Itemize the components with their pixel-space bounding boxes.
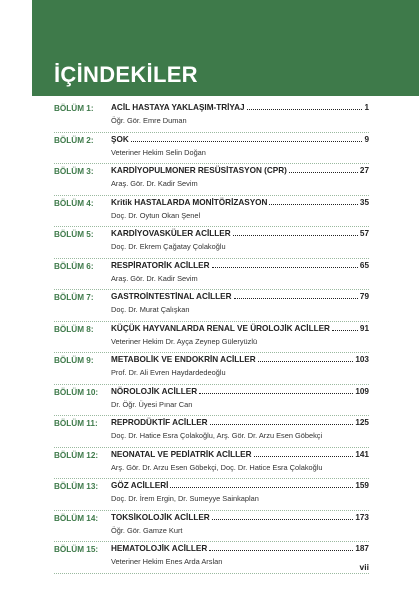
chapter-title-row	[111, 166, 369, 175]
chapter-number: BÖLÜM 5:	[54, 230, 94, 239]
dot-leader	[254, 456, 354, 457]
dot-leader	[234, 298, 358, 299]
header-banner	[32, 0, 419, 96]
chapter-page: 187	[355, 544, 369, 553]
chapter-title: HEMATOLOJİK ACİLLER	[111, 544, 208, 553]
toc-entry[interactable]	[0, 416, 419, 448]
chapter-title-row	[111, 135, 369, 144]
chapter-title: KÜÇÜK HAYVANLARDA RENAL VE ÜROLOJİK ACİLLER	[111, 323, 330, 333]
chapter-number: BÖLÜM 7:	[54, 293, 94, 302]
chapter-number: BÖLÜM 14:	[54, 513, 99, 523]
dot-leader	[247, 109, 363, 110]
chapter-title-row	[111, 198, 369, 207]
toc-entry[interactable]	[0, 385, 419, 417]
chapter-page: 65	[359, 260, 369, 270]
chapter-number: BÖLÜM 6:	[54, 261, 94, 271]
dot-leader	[199, 393, 353, 394]
chapter-title-row	[111, 324, 369, 333]
chapter-author: Veteriner Hekim Enes Arda Arslan	[111, 557, 223, 566]
chapter-title: RESPİRATORİK ACİLLER	[111, 260, 210, 270]
chapter-number: BÖLÜM 12:	[54, 450, 99, 460]
chapter-author: Prof. Dr. Ali Evren Haydardedeoğlu	[111, 368, 226, 377]
chapter-page: 103	[355, 355, 369, 364]
chapter-author: Öğr. Gör. Emre Duman	[111, 116, 187, 125]
chapter-page: 1	[364, 103, 369, 112]
chapter-page: 159	[355, 481, 369, 490]
chapter-author: Araş. Gör. Dr. Kadir Sevim	[111, 179, 198, 188]
toc-entry[interactable]	[0, 322, 419, 354]
chapter-title-row	[111, 513, 369, 522]
entry-divider	[54, 573, 369, 574]
chapter-number: BÖLÜM 15:	[54, 545, 99, 554]
page-title: İÇİNDEKİLER	[54, 62, 198, 87]
chapter-title: Kritik HASTALARDA MONİTÖRİZASYON	[111, 197, 268, 207]
dot-leader	[212, 267, 358, 268]
chapter-title: TOKSİKOLOJİK ACİLLER	[111, 512, 210, 522]
chapter-author: Doç. Dr. Murat Çalışkan	[111, 305, 190, 314]
toc-entry[interactable]	[0, 196, 419, 228]
chapter-page: 141	[355, 449, 369, 459]
toc-entry[interactable]	[0, 259, 419, 291]
chapter-title: METABOLİK VE ENDOKRİN ACİLLER	[111, 355, 256, 364]
dot-leader	[212, 519, 354, 520]
chapter-title-row	[111, 292, 369, 301]
chapter-title-row	[111, 481, 369, 490]
chapter-title: KARDİYOPULMONER RESÜSİTASYON (CPR)	[111, 166, 287, 175]
chapter-page: 91	[359, 323, 369, 333]
chapter-title-row	[111, 387, 369, 396]
chapter-title: NEONATAL VE PEDİATRİK ACİLLER	[111, 449, 252, 459]
page-number: vii	[359, 562, 369, 572]
chapter-author: Doç. Dr. İrem Ergin, Dr. Sumeyye Sainkaplan	[111, 494, 259, 503]
chapter-number: BÖLÜM 4:	[54, 198, 94, 208]
chapter-title: ŞOK	[111, 134, 129, 144]
toc-entry[interactable]	[0, 164, 419, 196]
toc-entry[interactable]	[0, 353, 419, 385]
chapter-number: BÖLÜM 2:	[54, 135, 94, 145]
chapter-author: Doç. Dr. Hatice Esra Çolakoğlu, Arş. Gör. Dr. Arzu Esen Göbekçi	[111, 431, 323, 440]
dot-leader	[131, 141, 363, 142]
chapter-page: 173	[355, 512, 369, 522]
chapter-page: 125	[355, 418, 369, 427]
chapter-page: 35	[359, 197, 369, 207]
chapter-title-row	[111, 450, 369, 459]
chapter-title: REPRODÜKTİF ACİLLER	[111, 418, 208, 427]
toc-entry[interactable]	[0, 448, 419, 480]
chapter-author: Araş. Gör. Dr. Kadir Sevim	[111, 273, 198, 283]
chapter-title-row	[111, 418, 369, 427]
toc-entry[interactable]	[0, 479, 419, 511]
toc-entry[interactable]	[0, 101, 419, 133]
toc-entry[interactable]	[0, 542, 419, 574]
chapter-page: 9	[364, 134, 369, 144]
chapter-page: 79	[359, 292, 369, 301]
chapter-title-row	[111, 261, 369, 270]
dot-leader	[233, 235, 358, 236]
chapter-title: NÖROLOJİK ACİLLER	[111, 386, 198, 396]
chapter-number: BÖLÜM 13:	[54, 482, 99, 491]
chapter-author: Doç. Dr. Oytun Okan Şenel	[111, 210, 201, 220]
toc-entry[interactable]	[0, 290, 419, 322]
dot-leader	[332, 330, 358, 331]
chapter-title: ACİL HASTAYA YAKLAŞIM-TRİYAJ	[111, 103, 245, 112]
chapter-title: GASTROİNTESTİNAL ACİLLER	[111, 292, 232, 301]
dot-leader	[269, 204, 357, 205]
toc-entry[interactable]	[0, 133, 419, 165]
chapter-title-row	[111, 229, 369, 238]
toc-entry[interactable]	[0, 511, 419, 543]
chapter-title-row	[111, 355, 369, 364]
chapter-author: Dr. Öğr. Üyesi Pınar Can	[111, 399, 193, 409]
chapter-number: BÖLÜM 10:	[54, 387, 99, 397]
table-of-contents	[0, 101, 419, 574]
chapter-number: BÖLÜM 1:	[54, 104, 94, 113]
chapter-author: Öğr. Gör. Gamze Kurt	[111, 525, 183, 535]
dot-leader	[209, 550, 353, 551]
chapter-number: BÖLÜM 9:	[54, 356, 94, 365]
chapter-page: 27	[359, 166, 369, 175]
chapter-author: Veteriner Hekim Selin Doğan	[111, 147, 206, 157]
dot-leader	[258, 361, 354, 362]
chapter-title-row	[111, 103, 369, 112]
chapter-number: BÖLÜM 11:	[54, 419, 98, 428]
chapter-title: KARDİYOVASKÜLER ACİLLER	[111, 229, 231, 238]
chapter-page: 109	[355, 386, 369, 396]
chapter-page: 57	[359, 229, 369, 238]
chapter-author: Doç. Dr. Ekrem Çağatay Çolakoğlu	[111, 242, 226, 251]
chapter-author: Veteriner Hekim Dr. Ayça Zeynep Güleryüzlü	[111, 336, 258, 346]
dot-leader	[170, 487, 353, 488]
chapter-title-row	[111, 544, 369, 553]
dot-leader	[210, 424, 354, 425]
dot-leader	[289, 172, 358, 173]
chapter-number: BÖLÜM 8:	[54, 324, 94, 334]
chapter-number: BÖLÜM 3:	[54, 167, 94, 176]
chapter-author: Arş. Gör. Dr. Arzu Esen Göbekçi, Doç. Dr. Hatice Esra Çolakoğlu	[111, 462, 323, 472]
chapter-title: GÖZ ACİLLERİ	[111, 481, 169, 490]
toc-entry[interactable]	[0, 227, 419, 259]
